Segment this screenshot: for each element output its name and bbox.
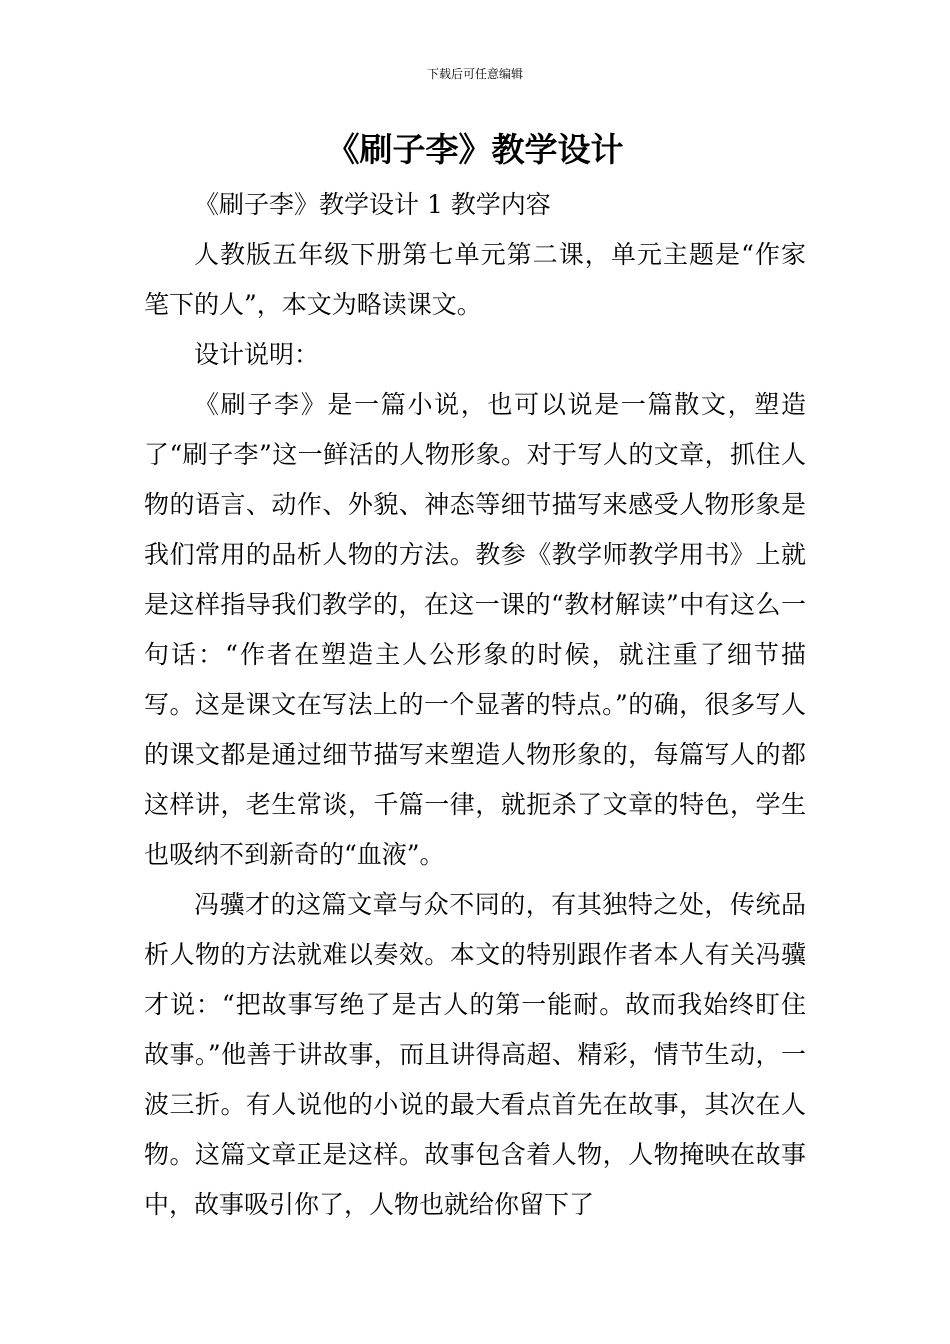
paragraph-design-description: 《刷子李》是一篇小说，也可以说是一篇散文，塑造了“刷子李”这一鲜活的人物形象。对于写人的文章，抓住人物的语言、动作、外貌、神态等细节描写来感受人物形象是我们常用的品析人物的方法。教参《教学师教学用书》上就是这样指导我们教学的，在这一课的“教材解读”中有这么一句话：“作者在塑造主人公形象的时候，就注重了细节描写。这是课文在写法上的一个显著的特点。”的确，很多写人的课文都是通过细节描写来塑造人物形象的，每篇写人的都这样讲，老生常谈，千篇一律，就扼杀了文章的特色，学生也吸纳不到新奇的“血液”。 — [144, 390, 806, 869]
document-body — [144, 180, 806, 1230]
paragraph-subtitle: 《刷子李》教学设计 1 教学内容 — [194, 190, 551, 219]
document-title: 《刷子李》教学设计 — [326, 130, 624, 169]
paragraph-author-analysis: 冯骥才的这篇文章与众不同的，有其独特之处，传统品析人物的方法就难以奏效。本文的特别跟作者本人有关冯骥才说：“把故事写绝了是古人的第一能耐。故而我始终盯住故事。”他善于讲故事，而且讲得高超、精彩，情节生动，一波三折。有人说他的小说的最大看点首先在故事，其次在人物。这篇文章正是这样。故事包含着人物，人物掩映在故事中，故事吸引你了，人物也就给你留下了 — [144, 890, 806, 1219]
paragraph-design-heading: 设计说明： — [194, 340, 320, 369]
paragraph-content: 人教版五年级下册第七单元第二课，单元主题是“作家笔下的人”，本文为略读课文。 — [144, 240, 806, 319]
header-note: 下载后可任意编辑 — [426, 67, 523, 81]
